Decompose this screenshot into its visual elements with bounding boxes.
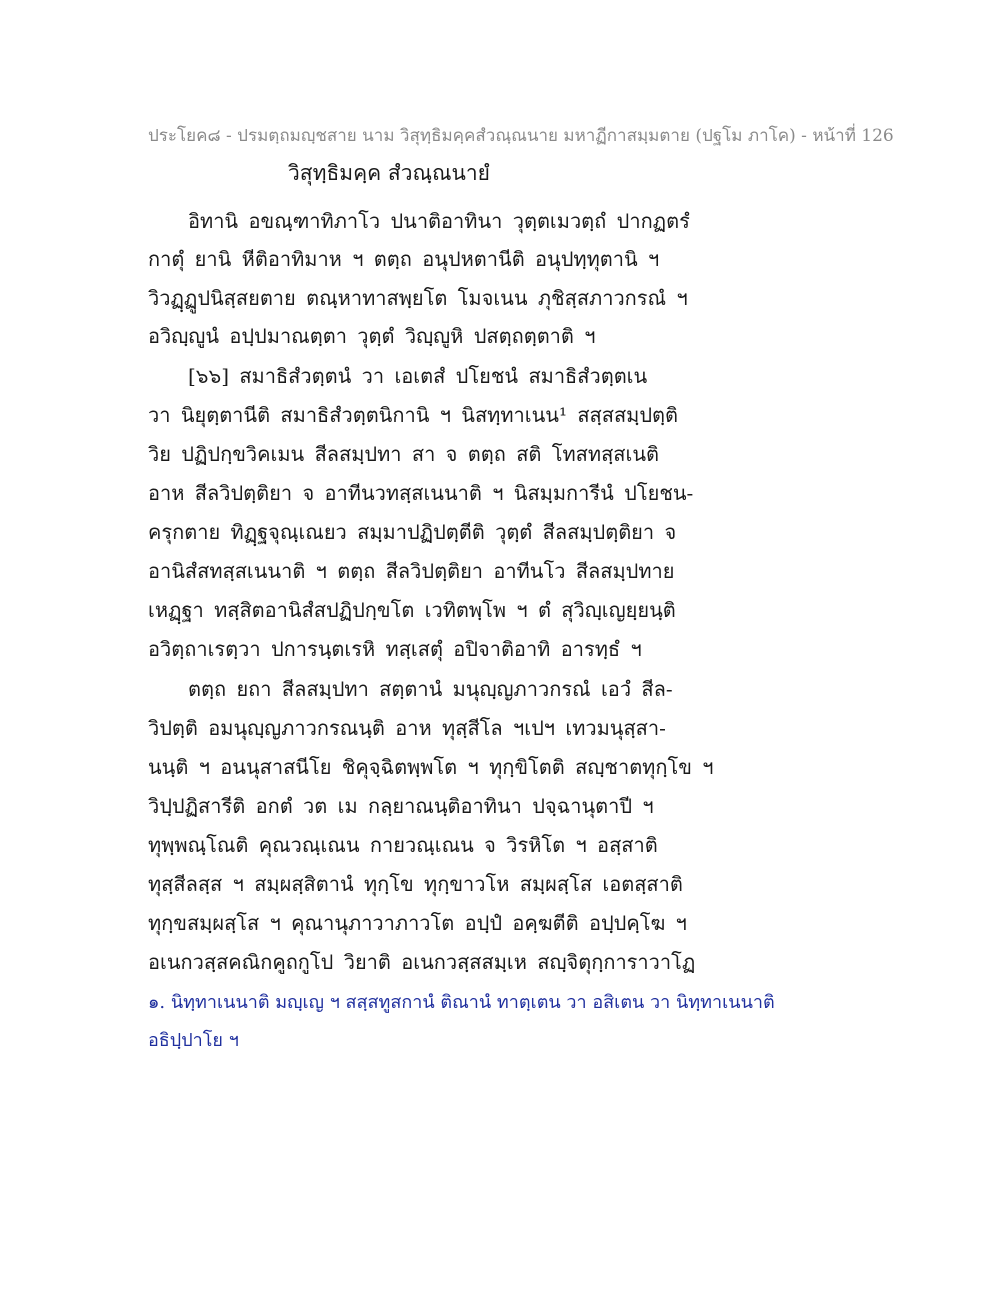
- body-line: อาห สีลวิปตฺติยา จ อาทีนวทสฺสเนนาติ ฯ นิสมฺมการีนํ ปโยชน-: [148, 481, 694, 505]
- section-title: วิสุทฺธิมคฺค สํวณฺณนายํ: [288, 161, 490, 185]
- body-line: กาตุํ ยานิ หีติอาทิมาห ฯ ตตฺถ อนุปหตานีติ อนุปทฺทุตานิ ฯ: [148, 247, 660, 271]
- body-line: อวิญฺญูนํ อปฺปมาณตฺตา วุตฺตํ วิญฺญูหิ ปสตฺถตฺตาติ ฯ: [148, 324, 596, 348]
- body-line: อวิตฺถาเรตฺวา ปการนฺตเรหิ ทสฺเสตุํ อปิจาติอาทิ อารทฺธํ ฯ: [148, 637, 642, 661]
- footnote-line: ๑. นิทฺทาเนนาติ มญฺเญ ฯ สสฺสทูสกานํ ติณานํ ทาตฺเตน วา อสิเตน วา นิทฺทาเนนาติ: [148, 992, 775, 1013]
- body-line: อิทานิ อขณฺฑาทิภาโว ปนาติอาทินา วุตฺตเมวตฺถํ ปากฏตรํ: [188, 209, 690, 233]
- body-line: วิปฺปฏิสารีติ อกตํ วต เม กลฺยาณนฺติอาทินา ปจฺฉานุตาปี ฯ: [148, 794, 654, 818]
- body-line: ตตฺถ ยถา สีลสมฺปทา สตฺตานํ มนุญฺญภาวกรณํ เอวํ สีล-: [188, 677, 673, 701]
- body-line: ทุพฺพณฺโณติ คุณวณฺเณน กายวณฺเณน จ วิรหิโต ฯ อสฺสาติ: [148, 833, 658, 857]
- body-line: อานิสํสทสฺสเนนาติ ฯ ตตฺถ สีลวิปตฺติยา อาทีนโว สีลสมฺปทาย: [148, 559, 675, 583]
- body-line: ทุกฺขสมฺผสฺโส ฯ คุณานุภาวาภาวโต อปฺปํ อคฺฆตีติ อปฺปคฺโฆ ฯ: [148, 911, 687, 935]
- page-header: ประโยค๘ - ปรมตฺถมญฺชสาย นาม วิสุทฺธิมคฺคสํวณฺณนาย มหาฏีกาสมฺมตาย (ปฐโม ภาโค) - หน้าที่ 126: [148, 126, 894, 146]
- body-line: วิย ปฏิปกฺขวิคเมน สีลสมฺปทา สา จ ตตฺถ สติ โทสทสฺสเนติ: [148, 442, 659, 466]
- body-line: ครุกตาย ทิฏฺฐจุณฺเณยว สมฺมาปฏิปตฺตีติ วุตฺตํ สีลสมฺปตฺติยา จ: [148, 520, 677, 544]
- body-line: วา นิยุตฺตานีติ สมาธิสํวตฺตนิกานิ ฯ นิสทฺทาเนน¹ สสฺสสมฺปตฺติ: [148, 403, 679, 427]
- body-line: อเนกวสฺสคณิกคูถกูโป วิยาติ อเนกวสฺสสมฺเห สญฺจิตุกฺการาวาโฏ: [148, 950, 696, 974]
- body-line: [๖๖] สมาธิสํวตฺตนํ วา เอเตสํ ปโยชนํ สมาธิสํวตฺตเน: [188, 364, 648, 388]
- body-line: นนฺติ ฯ อนนุสาสนีโย ชิคุจฺฉิตพฺพโต ฯ ทุกฺขิโตติ สญฺชาตทุกฺโข ฯ: [148, 755, 714, 779]
- footnote-line: อธิปฺปาโย ฯ: [148, 1030, 239, 1051]
- body-line: เหฏฺฐา ทสฺสิตอานิสํสปฏิปกฺขโต เวทิตพฺโพ ฯ ตํ สุวิญฺเญยฺยนฺติ: [148, 598, 676, 622]
- body-line: วิปตฺติ อมนุญฺญภาวกรณนฺติ อาห ทุสฺสีโล ฯเปฯ เทวมนุสฺสา-: [148, 716, 666, 740]
- body-line: วิวฏฺฏูปนิสฺสยตาย ตณฺหาทาสพฺยโต โมจเนน ภุชิสฺสภาวกรณํ ฯ: [148, 286, 688, 310]
- body-line: ทุสฺสีลสฺส ฯ สมฺผสฺสิตานํ ทุกฺโข ทุกฺขาวโห สมฺผสฺโส เอตสฺสาติ: [148, 872, 683, 896]
